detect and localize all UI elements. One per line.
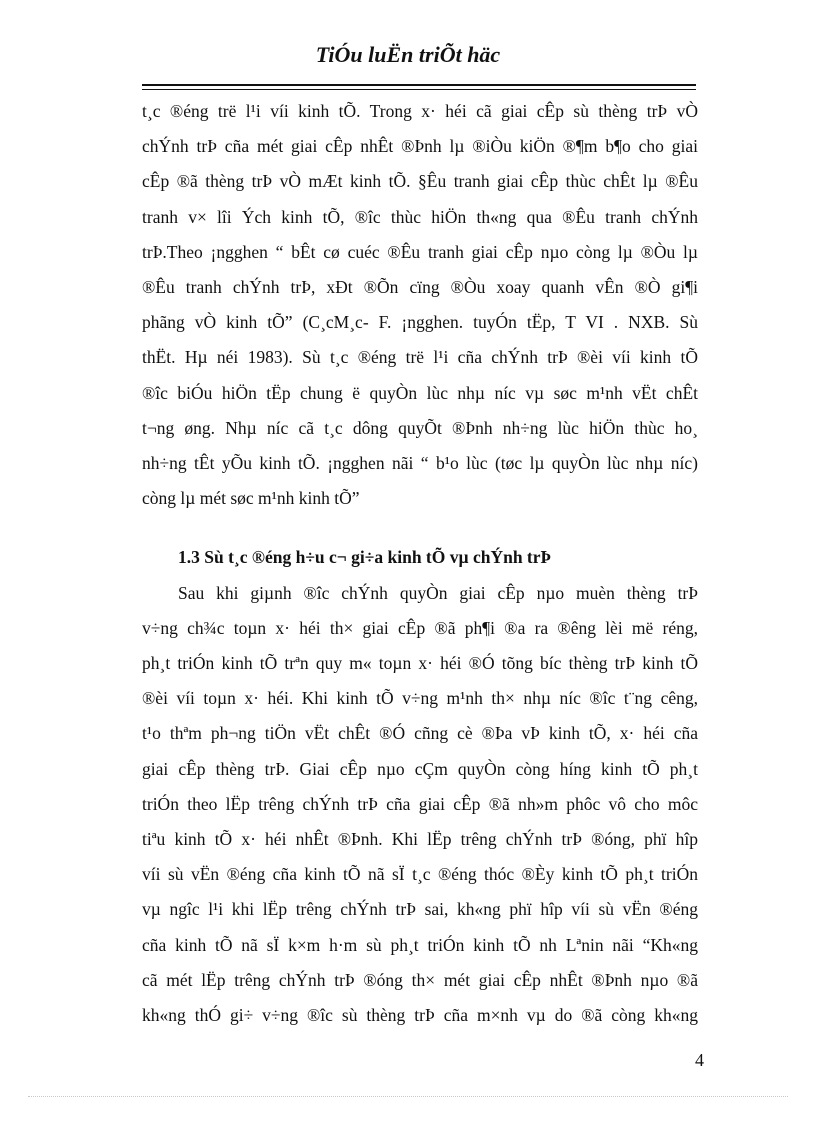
paragraph-2 [142, 576, 698, 1034]
text-line: cña kinh tÕ nã sÏ k×m h·m sù ph¸t triÓn kinh tÕ nh Lªnin nãi “Kh«ng [142, 934, 698, 955]
text-line: t¹o thªm ph¬ng tiÖn vËt chÊt ®Ó cñng cè ®Þa vÞ kinh tÕ, x· héi cña [142, 723, 698, 744]
text-line: Sau khi giµnh ®îc chÝnh quyÒn giai cÊp nµo muèn thèng trÞ [178, 582, 698, 603]
text-line: trÞ.Theo ¡ngghen “ bÊt cø cuéc ®Êu tranh giai cÊp nµo còng lµ ®Òu lµ [142, 241, 698, 262]
text-line: triÓn theo lËp trêng chÝnh trÞ cña giai cÊp ®ã nh»m phôc vô cho môc [142, 793, 698, 814]
page-number: 4 [695, 1050, 704, 1070]
text-line: ®Êu tranh chÝnh trÞ, xÐt ®Õn cïng ®Òu xoay quanh vÊn ®Ò gi¶i [142, 277, 698, 298]
text-line: kh«ng thÓ gi÷ v÷ng ®îc sù thèng trÞ cña m×nh vµ do ®ã còng kh«ng [142, 1005, 698, 1026]
text-line: ph¸t triÓn kinh tÕ trªn quy m« toµn x· héi ®Ó tõng bíc thèng trÞ kinh tÕ [142, 653, 698, 674]
page-header-title: TiÓu luËn triÕt häc [315, 42, 501, 67]
footer-divider [28, 1096, 788, 1097]
text-line: t¸c ®éng trë l¹i víi kinh tÕ. Trong x· héi cã giai cÊp sù thèng trÞ vÒ [142, 101, 698, 121]
text-line: tranh v× lîi Ých kinh tÕ, ®îc thùc hiÖn th«ng qua ®Êu tranh chÝnh [142, 206, 698, 227]
text-line: còng lµ mét søc m¹nh kinh tÕ” [142, 488, 360, 509]
paragraph-gap [142, 516, 698, 540]
text-line: nh÷ng tÊt yÕu kinh tÕ. ¡ngghen nãi “ b¹o lùc (tøc lµ quyÒn lùc nhµ níc) [142, 453, 698, 474]
document-body [142, 94, 698, 1033]
text-line: ®èi víi toµn x· héi. Khi kinh tÕ v÷ng m¹nh th× nhµ níc ®îc t¨ng cêng, [142, 688, 698, 709]
text-line: cÊp ®ã thèng trÞ vÒ mÆt kinh tÕ. §Êu tranh giai cÊp thùc chÊt lµ ®Êu [142, 171, 698, 192]
text-line: chÝnh trÞ cña mét giai cÊp nhÊt ®Þnh lµ ®iÒu kiÖn ®¶m b¶o cho giai [142, 136, 698, 157]
text-line: phãng vÒ kinh tÕ” (C¸cM¸c- F. ¡ngghen. tuyÓn tËp, T VI . NXB. Sù [142, 312, 698, 333]
text-line: giai cÊp thèng trÞ. Giai cÊp nµo cÇm quyÒn còng híng kinh tÕ ph¸t [142, 758, 698, 779]
text-line: v÷ng ch¾c toµn x· héi th× giai cÊp ®ã ph¶i ®a ra ®êng lèi më réng, [142, 617, 698, 638]
text-line: cã mét lËp trêng chÝnh trÞ ®óng th× mét giai cÊp nhÊt ®Þnh nµo ®ã [142, 969, 698, 990]
section-heading: 1.3 Sù t¸c ®éng h÷u c¬ gi÷a kinh tÕ vµ chÝnh trÞ [178, 547, 552, 568]
text-line: ®îc biÓu hiÖn tËp chung ë quyÒn lùc nhµ níc vµ søc m¹nh vËt chÊt [142, 382, 698, 403]
header-divider [142, 84, 696, 90]
text-line: t¬ng øng. Nhµ níc cã t¸c dông quyÕt ®Þnh nh÷ng lùc hiÖn thùc ho¸ [142, 417, 698, 438]
text-line: víi sù vËn ®éng cña kinh tÕ nã sÏ t¸c ®éng thóc ®Èy kinh tÕ ph¸t triÓn [142, 864, 698, 885]
text-line: tiªu kinh tÕ x· héi nhÊt ®Þnh. Khi lËp trêng chÝnh trÞ ®óng, phï hîp [142, 829, 698, 850]
paragraph-1 [142, 94, 698, 516]
text-line: vµ ngîc l¹i khi lËp trêng chÝnh trÞ sai, kh«ng phï hîp víi sù vËn ®éng [142, 899, 698, 920]
text-line: thËt. Hµ néi 1983). Sù t¸c ®éng trë l¹i cña chÝnh trÞ ®èi víi kinh tÕ [142, 347, 698, 368]
